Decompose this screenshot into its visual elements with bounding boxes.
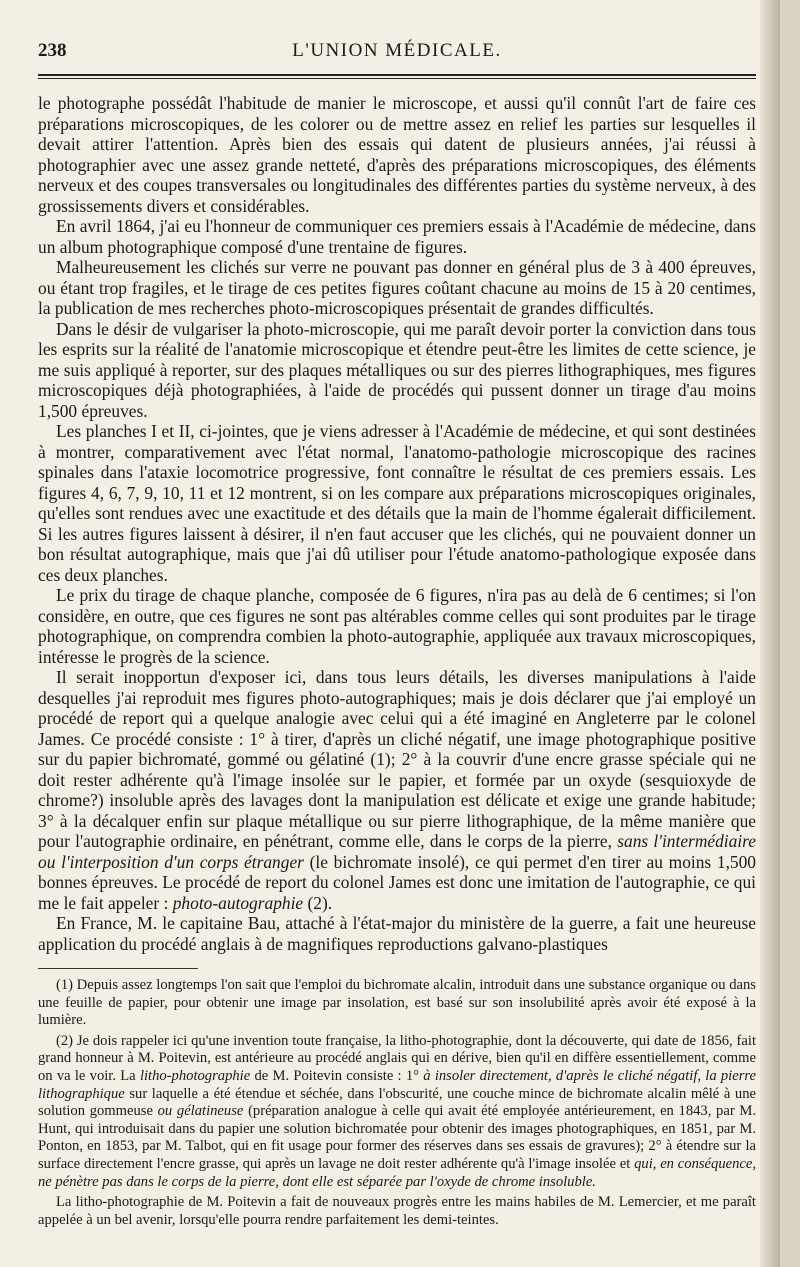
footnote-2-italic-d: qui, en conséquence, ne pénètre pas dans le corps de la pierre, dont elle est séparée par l'oxyde de chrome insoluble. bbox=[38, 1155, 756, 1190]
footnotes bbox=[38, 977, 756, 1229]
footnote-2-italic-c: ou gélatineuse bbox=[157, 1103, 244, 1120]
main-text bbox=[38, 93, 756, 954]
footnote-2-part-e: sur laquelle a été étendue et séchée, dans l'obscurité, une couche mince de bichromate alcalin mêlé à une solution gommeuse bbox=[38, 1085, 756, 1120]
paragraph-8: En France, M. le capitaine Bau, attaché à l'état-major du ministère de la guerre, a fait une heureuse application du procédé anglais à de magnifiques reproductions galvano-plastiques bbox=[38, 913, 756, 954]
paragraph-7-italic-b: photo-autographie bbox=[172, 892, 304, 913]
paragraph-5: Les planches I et II, ci-jointes, que je viens adresser à l'Académie de médecine, et qui sont destinées à montrer, comparativement avec l'état normal, l'anatomo-pathologie microscopique des racines spinales dans l'ataxie locomotrice progressive, font connaître le résultat de ces premiers essais. Les figures 4, 6, 7, 9, 10, 11 et 12 montrent, si on les compare aux préparations microscopiques originales, qu'elles sont rendues avec une exactitude et des détails que la main de l'homme égalerait difficilement. Si les autres figures laissent à désirer, il n'en faut accuser que les clichés, qui ne pouvaient donner un bon résultat autographique, mais que j'ai dû utiliser pour l'étude anatomo-pathologique exposée dans ces deux planches. bbox=[38, 421, 756, 585]
footnote-2-italic-b: à insoler directement, d'après le cliché négatif, la pierre lithographique bbox=[38, 1067, 757, 1102]
paragraph-7-italic-a: sans l'intermédiaire ou l'interposition d'un corps étranger bbox=[38, 831, 756, 872]
paragraph-2: En avril 1864, j'ai eu l'honneur de communiquer ces premiers essais à l'Académie de médecine, dans un album photographique composé d'une trentaine de figures. bbox=[38, 216, 756, 257]
page-edge-shadow bbox=[760, 0, 780, 1267]
footnote-2-part-a: (2) Je dois rappeler ici qu'une invention toute française, la litho-photographie, dont la découverte, qui date de 1856, fait grand honneur à M. Poitevin, est antérieure au procédé anglais qui en dérive, bien qu'il en diffère essentiellement, comme on va le voir. La bbox=[38, 1032, 756, 1084]
page-header bbox=[38, 40, 756, 68]
paragraph-7-part-a: Il serait inopportun d'exposer ici, dans tous leurs détails, les diverses manipulations à l'aide desquelles j'ai reproduit mes figures photo-autographiques; mais je dois déclarer que j'ai employé un procédé de report qui a quelque analogie avec celui qui a été imaginé en Angleterre par le colonel James. Ce procédé consiste : 1° à tirer, d'après un cliché négatif, une image photographique positive sur du papier bichromaté, gommé ou gélatiné (1); 2° à la couvrir d'une encre grasse spéciale qui ne doit rester adhérente qu'à l'image insolée sur le papier, et formée par un oxyde (sesquioxyde de chrome?) insoluble après des lavages dont la manipulation est délicate et exige une grande habitude; 3° à la décalquer enfin sur plaque métallique ou sur pierre lithographique, de la même manière que pour l'autographie ordinaire, en pénétrant, comme elle, dans le corps de la pierre, bbox=[38, 667, 756, 851]
footnote-rule bbox=[38, 968, 198, 969]
running-title: L'UNION MÉDICALE. bbox=[292, 40, 502, 61]
page-number: 238 bbox=[38, 40, 67, 61]
paragraph-7 bbox=[38, 667, 756, 913]
paragraph-7-part-c: (le bichromate insolé), ce qui permet d'en tirer au moins 1,500 bonnes épreuves. Le procédé de report du colonel James est donc une imitation de l'autographie, ce qui me le fait appeler : bbox=[38, 851, 756, 913]
footnote-3: La litho-photographie de M. Poitevin a fait de nouveaux progrès entre les mains habiles de M. Lemercier, et me paraît appelée à un bel avenir, lorsqu'elle pourra rendre parfaitement les demi-teintes. bbox=[38, 1194, 756, 1228]
footnote-2-italic-a: litho-photographie bbox=[139, 1067, 251, 1084]
footnote-2-part-c: de M. Poitevin consiste : 1° bbox=[254, 1067, 419, 1084]
paragraph-4: Dans le désir de vulgariser la photo-microscopie, qui me paraît devoir porter la conviction dans tous les esprits sur la réalité de l'anatomie microscopique et étendre peut-être les limites de cette science, je me suis appliqué à reporter, sur des plaques métalliques ou sur des pierres lithographiques, mes figures microscopiques déjà photographiées, à l'aide de procédés qui pussent donner un tirage d'au moins 1,500 épreuves. bbox=[38, 318, 756, 421]
paragraph-7-part-e: (2). bbox=[307, 892, 333, 913]
header-rule bbox=[38, 74, 756, 79]
footnote-2 bbox=[38, 1033, 756, 1191]
footnote-2-part-g: (préparation analogue à celle qui avait été employée antérieurement, en 1843, par M. Hunt, qui introduisait dans du papier une solution bichromatée pour obtenir des images photographiques, en 1851, par M. Ponton, en 1853, par M. Talbot, qui en fit usage pour former des réserves dans ses essais de gravures); 2° à étendre sur la surface directement l'encre grasse, qui après un lavage ne doit rester adhérente qu'à l'image insolée et bbox=[38, 1103, 756, 1172]
paragraph-1: le photographe possédât l'habitude de manier le microscope, et aussi qu'il connût l'art de faire ces préparations microscopiques, de les colorer ou de mettre assez en relief les parties sur lesquelles il devait attirer l'attention. Après bien des essais qui datent de plusieurs années, j'ai réussi à photographier avec une assez grande netteté, d'après des préparations microscopiques, des éléments nerveux et des coupes transversales ou longitudinales des différentes parties du système nerveux, à des grossissements divers et considérables. bbox=[38, 93, 756, 216]
paragraph-3: Malheureusement les clichés sur verre ne pouvant pas donner en général plus de 3 à 400 épreuves, ou étant trop fragiles, et le tirage de ces petites figures coûtant chacune au moins de 15 à 20 centimes, la publication de mes recherches photo-microscopiques présentait de grandes difficultés. bbox=[38, 257, 756, 318]
footnote-1: (1) Depuis assez longtemps l'on sait que l'emploi du bichromate alcalin, introduit dans une substance organique ou dans une feuille de papier, pour obtenir une image par insolation, est basé sur son insolubilité après avoir été exposé à la lumière. bbox=[38, 977, 756, 1029]
paragraph-6: Le prix du tirage de chaque planche, composée de 6 figures, n'ira pas au delà de 6 centimes; si l'on considère, en outre, que ces figures ne sont pas altérables comme celles qui sont produites par le tirage photographique, on comprendra combien la photo-autographie, appliquée aux travaux microscopiques, intéresse le progrès de la science. bbox=[38, 585, 756, 667]
